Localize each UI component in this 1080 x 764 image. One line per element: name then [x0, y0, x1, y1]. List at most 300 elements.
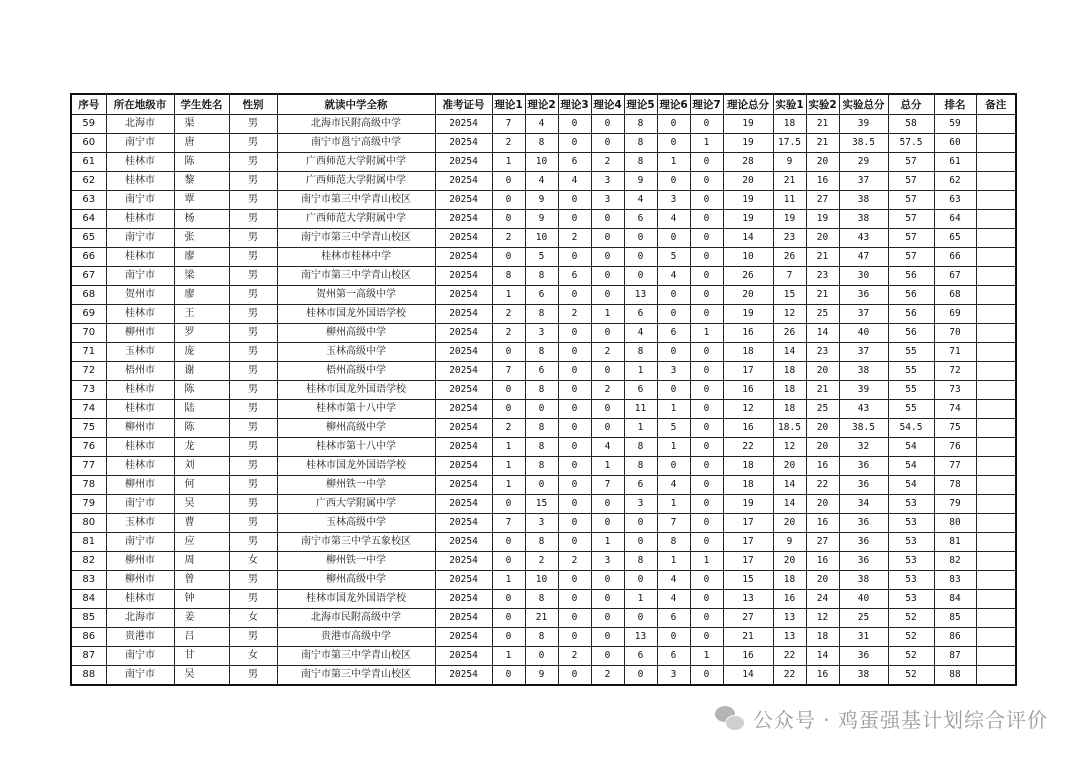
table-cell: 76 — [71, 438, 106, 457]
table-cell: 6 — [558, 153, 591, 172]
table-cell: 62 — [934, 172, 976, 191]
table-cell: 40 — [839, 590, 888, 609]
column-header: 理论1 — [492, 94, 525, 115]
table-cell: 0 — [558, 628, 591, 647]
table-cell: 14 — [806, 647, 839, 666]
table-cell: 47 — [839, 248, 888, 267]
table-cell: 4 — [657, 476, 690, 495]
table-cell: 何 — [174, 476, 229, 495]
table-cell: 0 — [558, 514, 591, 533]
table-cell: 19 — [723, 210, 773, 229]
table-row — [71, 457, 1016, 476]
table-row — [71, 248, 1016, 267]
table-cell: 男 — [229, 495, 277, 514]
table-cell: 吕 — [174, 628, 229, 647]
table-cell: 男 — [229, 267, 277, 286]
table-cell — [976, 305, 1016, 324]
table-cell: 6 — [624, 476, 657, 495]
table-cell: 8 — [525, 134, 558, 153]
table-cell: 0 — [690, 210, 723, 229]
column-header: 序号 — [71, 94, 106, 115]
table-cell — [976, 191, 1016, 210]
column-header: 就读中学全称 — [277, 94, 435, 115]
table-cell: 男 — [229, 172, 277, 191]
table-cell: 21 — [806, 248, 839, 267]
table-cell: 曾 — [174, 571, 229, 590]
table-cell: 57 — [888, 210, 934, 229]
table-cell: 5 — [657, 248, 690, 267]
table-cell: 53 — [888, 571, 934, 590]
table-cell: 12 — [806, 609, 839, 628]
table-cell: 男 — [229, 115, 277, 134]
table-cell: 21 — [525, 609, 558, 628]
table-cell: 36 — [839, 476, 888, 495]
table-cell: 16 — [723, 419, 773, 438]
table-cell: 14 — [773, 495, 806, 514]
table-cell: 7 — [492, 362, 525, 381]
table-cell: 桂林市 — [106, 381, 174, 400]
table-cell: 61 — [71, 153, 106, 172]
table-cell — [976, 609, 1016, 628]
table-cell: 25 — [806, 400, 839, 419]
table-cell: 86 — [934, 628, 976, 647]
table-cell: 19 — [723, 115, 773, 134]
table-cell: 20254 — [435, 400, 492, 419]
table-cell: 南宁市 — [106, 495, 174, 514]
table-cell: 男 — [229, 476, 277, 495]
table-cell: 52 — [888, 666, 934, 686]
table-cell: 23 — [806, 267, 839, 286]
table-cell: 20254 — [435, 267, 492, 286]
table-cell: 玉林高级中学 — [277, 514, 435, 533]
table-row — [71, 609, 1016, 628]
table-cell — [976, 400, 1016, 419]
table-cell: 22 — [723, 438, 773, 457]
table-cell: 20254 — [435, 381, 492, 400]
table-cell: 20254 — [435, 248, 492, 267]
table-cell: 20254 — [435, 362, 492, 381]
header-row — [71, 94, 1016, 115]
table-cell: 40 — [839, 324, 888, 343]
table-cell: 38 — [839, 362, 888, 381]
table-cell: 0 — [558, 324, 591, 343]
table-cell: 桂林市桂林中学 — [277, 248, 435, 267]
table-cell: 5 — [525, 248, 558, 267]
table-cell: 74 — [71, 400, 106, 419]
table-cell: 0 — [558, 571, 591, 590]
table-cell: 20254 — [435, 590, 492, 609]
table-cell: 0 — [558, 419, 591, 438]
table-cell: 桂林市国龙外国语学校 — [277, 305, 435, 324]
table-cell: 83 — [934, 571, 976, 590]
table-cell: 67 — [934, 267, 976, 286]
table-cell: 桂林市国龙外国语学校 — [277, 590, 435, 609]
table-cell: 12 — [773, 305, 806, 324]
table-cell: 70 — [934, 324, 976, 343]
table-cell — [976, 343, 1016, 362]
table-cell: 0 — [558, 476, 591, 495]
table-cell: 53 — [888, 590, 934, 609]
table-cell: 0 — [690, 590, 723, 609]
table-cell: 0 — [657, 115, 690, 134]
table-cell: 4 — [525, 115, 558, 134]
table-cell: 罗 — [174, 324, 229, 343]
table-cell: 62 — [71, 172, 106, 191]
table-cell: 12 — [773, 438, 806, 457]
table-cell: 37 — [839, 343, 888, 362]
table-cell: 20254 — [435, 229, 492, 248]
table-cell: 2 — [492, 229, 525, 248]
table-row — [71, 552, 1016, 571]
table-cell: 桂林市 — [106, 153, 174, 172]
table-cell: 2 — [591, 381, 624, 400]
table-cell: 79 — [934, 495, 976, 514]
table-cell: 0 — [591, 324, 624, 343]
table-cell: 0 — [690, 362, 723, 381]
table-row — [71, 267, 1016, 286]
table-cell: 0 — [690, 305, 723, 324]
table-cell: 84 — [934, 590, 976, 609]
table-row — [71, 115, 1016, 134]
table-cell: 2 — [558, 647, 591, 666]
table-cell: 55 — [888, 400, 934, 419]
table-cell: 2 — [492, 134, 525, 153]
table-cell: 55 — [888, 343, 934, 362]
table-cell: 0 — [558, 248, 591, 267]
table-cell: 53 — [888, 495, 934, 514]
table-cell: 54 — [888, 476, 934, 495]
table-cell: 31 — [839, 628, 888, 647]
table-cell: 0 — [624, 666, 657, 686]
table-cell: 覃 — [174, 191, 229, 210]
table-cell: 女 — [229, 609, 277, 628]
table-cell — [976, 324, 1016, 343]
table-cell: 黎 — [174, 172, 229, 191]
table-cell: 0 — [690, 476, 723, 495]
table-cell: 0 — [657, 229, 690, 248]
table-cell: 87 — [934, 647, 976, 666]
table-cell: 陆 — [174, 400, 229, 419]
table-cell: 8 — [624, 552, 657, 571]
table-cell: 0 — [591, 571, 624, 590]
table-row — [71, 210, 1016, 229]
table-cell — [976, 495, 1016, 514]
table-cell: 10 — [525, 229, 558, 248]
table-cell: 男 — [229, 457, 277, 476]
table-row — [71, 343, 1016, 362]
table-cell: 3 — [657, 362, 690, 381]
table-cell: 0 — [690, 419, 723, 438]
table-cell: 57 — [888, 229, 934, 248]
table-cell: 16 — [806, 552, 839, 571]
wechat-icon — [715, 706, 745, 732]
table-cell: 36 — [839, 533, 888, 552]
table-cell: 0 — [690, 267, 723, 286]
table-cell: 1 — [492, 457, 525, 476]
table-cell: 20 — [773, 457, 806, 476]
table-cell: 14 — [723, 229, 773, 248]
table-cell: 0 — [591, 267, 624, 286]
table-cell: 17 — [723, 533, 773, 552]
table-cell: 20 — [773, 552, 806, 571]
table-cell: 6 — [657, 647, 690, 666]
table-cell: 0 — [690, 514, 723, 533]
column-header: 理论7 — [690, 94, 723, 115]
column-header: 理论2 — [525, 94, 558, 115]
table-cell: 18.5 — [773, 419, 806, 438]
table-cell: 53 — [888, 533, 934, 552]
column-header: 理论3 — [558, 94, 591, 115]
table-cell: 桂林市 — [106, 457, 174, 476]
table-cell: 56 — [888, 267, 934, 286]
table-cell: 1 — [657, 552, 690, 571]
table-cell: 女 — [229, 647, 277, 666]
table-cell: 0 — [558, 533, 591, 552]
table-cell: 8 — [657, 533, 690, 552]
watermark-text: 公众号 · 鸡蛋强基计划综合评价 — [752, 708, 1048, 732]
table-cell: 1 — [492, 476, 525, 495]
table-cell: 17.5 — [773, 134, 806, 153]
table-cell: 0 — [624, 248, 657, 267]
table-cell — [976, 134, 1016, 153]
table-cell: 男 — [229, 248, 277, 267]
table-cell: 1 — [690, 647, 723, 666]
table-cell: 20254 — [435, 647, 492, 666]
table-cell: 83 — [71, 571, 106, 590]
table-cell — [976, 153, 1016, 172]
table-cell: 1 — [591, 457, 624, 476]
table-cell: 柳州高级中学 — [277, 571, 435, 590]
table-row — [71, 533, 1016, 552]
table-cell: 3 — [591, 172, 624, 191]
table-row — [71, 324, 1016, 343]
table-cell: 0 — [492, 609, 525, 628]
table-cell: 63 — [71, 191, 106, 210]
table-cell: 0 — [492, 552, 525, 571]
table-cell: 0 — [591, 286, 624, 305]
table-cell: 22 — [806, 476, 839, 495]
table-cell: 52 — [888, 628, 934, 647]
table-cell: 南宁市 — [106, 134, 174, 153]
table-cell: 59 — [934, 115, 976, 134]
table-cell: 57.5 — [888, 134, 934, 153]
table-cell: 4 — [657, 267, 690, 286]
table-row — [71, 400, 1016, 419]
table-cell: 南宁市第三中学青山校区 — [277, 191, 435, 210]
table-cell: 陈 — [174, 153, 229, 172]
table-cell: 9 — [773, 153, 806, 172]
table-cell: 男 — [229, 666, 277, 686]
table-cell: 周 — [174, 552, 229, 571]
table-cell: 0 — [657, 134, 690, 153]
table-cell: 19 — [806, 210, 839, 229]
table-cell: 19 — [723, 305, 773, 324]
table-cell: 应 — [174, 533, 229, 552]
table-cell: 0 — [492, 400, 525, 419]
table-row — [71, 191, 1016, 210]
table-cell: 0 — [591, 609, 624, 628]
table-cell: 53 — [888, 552, 934, 571]
table-cell: 0 — [492, 628, 525, 647]
table-cell: 8 — [624, 115, 657, 134]
table-cell: 0 — [591, 590, 624, 609]
table-cell: 南宁市第三中学青山校区 — [277, 647, 435, 666]
table-cell: 76 — [934, 438, 976, 457]
table-cell: 0 — [657, 381, 690, 400]
table-cell: 6 — [558, 267, 591, 286]
table-cell: 桂林市 — [106, 400, 174, 419]
table-cell — [976, 362, 1016, 381]
table-cell — [976, 514, 1016, 533]
table-cell: 1 — [624, 590, 657, 609]
table-cell: 18 — [806, 628, 839, 647]
table-cell: 1 — [657, 153, 690, 172]
table-cell: 20 — [806, 495, 839, 514]
table-cell: 8 — [624, 438, 657, 457]
table-cell: 0 — [690, 457, 723, 476]
table-cell — [976, 590, 1016, 609]
table-cell: 2 — [591, 343, 624, 362]
table-cell: 12 — [723, 400, 773, 419]
table-cell: 20254 — [435, 457, 492, 476]
table-cell: 20254 — [435, 343, 492, 362]
table-cell: 65 — [934, 229, 976, 248]
table-cell: 8 — [624, 343, 657, 362]
table-cell: 男 — [229, 229, 277, 248]
table-cell: 52 — [888, 609, 934, 628]
table-cell: 59 — [71, 115, 106, 134]
table-cell: 男 — [229, 590, 277, 609]
table-cell: 广西师范大学附属中学 — [277, 153, 435, 172]
table-cell: 8 — [525, 628, 558, 647]
table-cell: 1 — [690, 552, 723, 571]
table-cell: 0 — [690, 229, 723, 248]
table-cell: 17 — [723, 514, 773, 533]
table-cell: 74 — [934, 400, 976, 419]
table-cell: 66 — [71, 248, 106, 267]
table-cell: 1 — [492, 438, 525, 457]
table-cell: 南宁市 — [106, 647, 174, 666]
table-cell: 陈 — [174, 419, 229, 438]
table-cell: 20254 — [435, 552, 492, 571]
table-cell: 69 — [71, 305, 106, 324]
table-cell: 75 — [934, 419, 976, 438]
table-cell: 2 — [492, 324, 525, 343]
table-cell: 0 — [558, 400, 591, 419]
table-cell: 18 — [723, 457, 773, 476]
table-cell: 男 — [229, 438, 277, 457]
table-cell: 73 — [71, 381, 106, 400]
table-cell: 柳州市 — [106, 324, 174, 343]
table-cell: 20 — [806, 229, 839, 248]
table-cell: 吴 — [174, 666, 229, 686]
table-cell: 7 — [492, 115, 525, 134]
table-cell: 1 — [624, 419, 657, 438]
table-cell: 21 — [806, 381, 839, 400]
table-cell: 南宁市邕宁高级中学 — [277, 134, 435, 153]
table-cell: 86 — [71, 628, 106, 647]
table-cell: 1 — [657, 400, 690, 419]
table-cell: 55 — [888, 362, 934, 381]
table-cell: 3 — [657, 666, 690, 686]
table-cell: 18 — [773, 362, 806, 381]
table-cell: 4 — [591, 438, 624, 457]
table-cell: 贺州第一高级中学 — [277, 286, 435, 305]
table-cell: 71 — [934, 343, 976, 362]
table-cell: 0 — [690, 115, 723, 134]
table-cell: 2 — [492, 305, 525, 324]
table-cell: 63 — [934, 191, 976, 210]
table-cell: 0 — [624, 609, 657, 628]
table-cell: 2 — [558, 229, 591, 248]
table-cell: 38 — [839, 571, 888, 590]
table-cell: 6 — [657, 609, 690, 628]
table-cell: 2 — [558, 305, 591, 324]
table-cell: 北海市民附高级中学 — [277, 115, 435, 134]
table-cell: 19 — [723, 191, 773, 210]
table-cell: 54.5 — [888, 419, 934, 438]
table-cell: 0 — [492, 533, 525, 552]
table-cell: 7 — [591, 476, 624, 495]
table-cell: 1 — [690, 324, 723, 343]
table-cell: 0 — [690, 153, 723, 172]
table-cell: 21 — [806, 115, 839, 134]
table-cell: 1 — [591, 533, 624, 552]
table-cell: 11 — [773, 191, 806, 210]
table-cell: 69 — [934, 305, 976, 324]
table-cell: 16 — [723, 647, 773, 666]
table-cell: 0 — [558, 495, 591, 514]
table-cell: 72 — [934, 362, 976, 381]
table-cell: 梧州高级中学 — [277, 362, 435, 381]
table-cell: 14 — [773, 343, 806, 362]
table-cell: 0 — [690, 400, 723, 419]
table-cell: 0 — [525, 647, 558, 666]
table-cell: 0 — [558, 457, 591, 476]
table-cell: 16 — [806, 172, 839, 191]
table-cell: 男 — [229, 191, 277, 210]
table-cell: 39 — [839, 115, 888, 134]
table-cell: 80 — [934, 514, 976, 533]
table-cell — [976, 248, 1016, 267]
table-cell: 6 — [525, 362, 558, 381]
table-cell: 36 — [839, 647, 888, 666]
table-cell: 8 — [624, 134, 657, 153]
table-cell: 0 — [690, 609, 723, 628]
table-cell: 36 — [839, 552, 888, 571]
table-cell: 男 — [229, 571, 277, 590]
table-cell: 0 — [492, 343, 525, 362]
table-cell: 0 — [558, 609, 591, 628]
table-cell: 0 — [690, 343, 723, 362]
table-cell: 9 — [773, 533, 806, 552]
table-cell: 2 — [591, 153, 624, 172]
table-cell: 15 — [773, 286, 806, 305]
watermark — [715, 704, 1048, 733]
column-header: 学生姓名 — [174, 94, 229, 115]
table-cell: 36 — [839, 286, 888, 305]
table-cell — [976, 457, 1016, 476]
table-cell: 0 — [492, 495, 525, 514]
table-cell: 桂林市第十八中学 — [277, 400, 435, 419]
column-header: 理论5 — [624, 94, 657, 115]
table-cell: 29 — [839, 153, 888, 172]
table-cell: 0 — [558, 115, 591, 134]
table-cell: 20254 — [435, 514, 492, 533]
table-cell: 16 — [806, 514, 839, 533]
table-cell: 9 — [525, 666, 558, 686]
table-cell: 0 — [558, 191, 591, 210]
